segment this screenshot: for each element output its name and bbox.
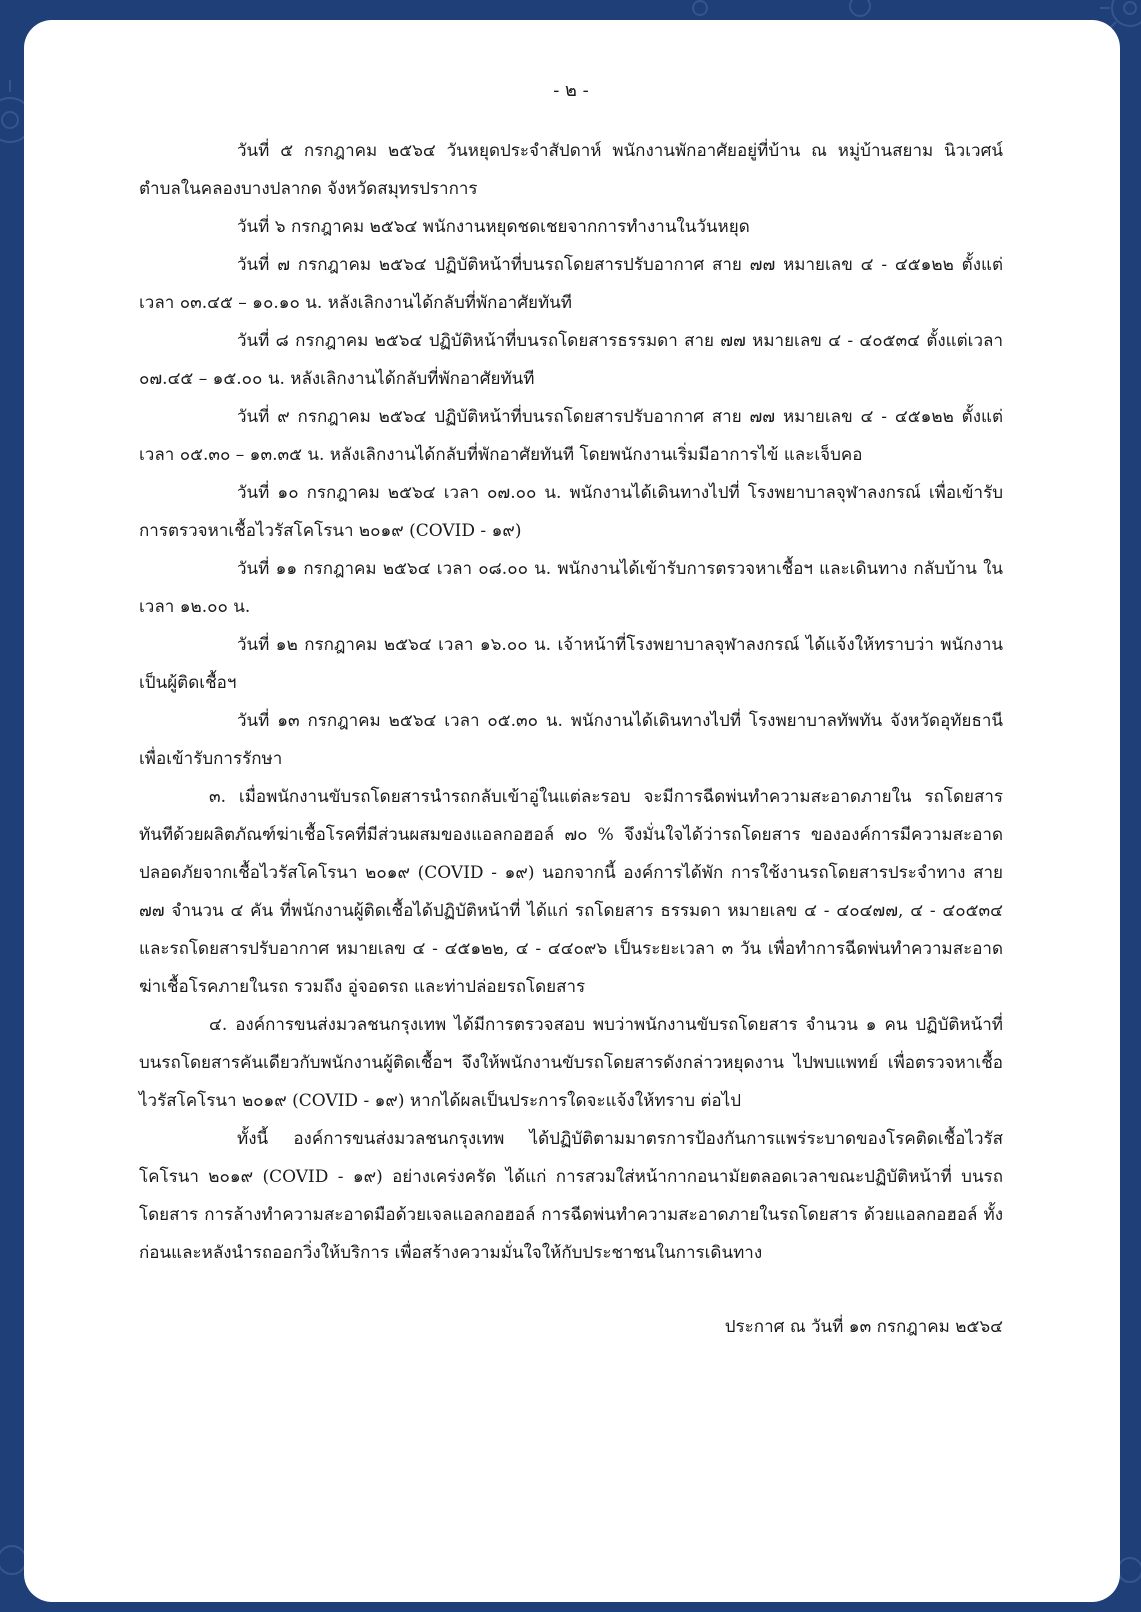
document-content (139, 78, 1003, 1346)
timeline-paragraph-jul-13: วันที่ ๑๓ กรกฎาคม ๒๕๖๔ เวลา ๐๕.๓๐ น. พนักงานได้เดินทางไปที่ โรงพยาบาลทัพทัน จังหวัดอุทัยธานี เพื่อเข้ารับการรักษา (139, 711, 1003, 769)
timeline-paragraph-jul-8: วันที่ ๘ กรกฎาคม ๒๕๖๔ ปฏิบัติหน้าที่บนรถโดยสารธรรมดา สาย ๗๗ หมายเลข ๔ - ๔๐๕๓๔ ตั้งแต่เวลา ๐๗.๔๕ – ๑๕.๐๐ น. หลังเลิกงานได้กลับที่พักอาศัยทันที (139, 331, 1003, 389)
timeline-paragraph-jul-5: วันที่ ๕ กรกฎาคม ๒๕๖๔ วันหยุดประจำสัปดาห์ พนักงานพักอาศัยอยู่ที่บ้าน ณ หมู่บ้านสยาม นิวเวศน์ ตำบลในคลองบางปลากด จังหวัดสมุทรปราการ (139, 141, 1003, 199)
section-4-paragraph: ๔. องค์การขนส่งมวลชนกรุงเทพ ได้มีการตรวจสอบ พบว่าพนักงานขับรถโดยสาร จำนวน ๑ คน ปฏิบัติหน้าที่บนรถโดยสารคันเดียวกับพนักงานผู้ติดเชื้อฯ จึงให้พนักงานขับรถโดยสารดังกล่าวหยุดงาน ไปพบแพทย์ เพื่อตรวจหาเชื้อไวรัสโคโรนา ๒๐๑๙ (COVID - ๑๙) หากได้ผลเป็นประการใดจะแจ้งให้ทราบ ต่อไป (139, 1015, 1003, 1111)
timeline-paragraph-jul-9: วันที่ ๙ กรกฎาคม ๒๕๖๔ ปฏิบัติหน้าที่บนรถโดยสารปรับอากาศ สาย ๗๗ หมายเลข ๔ - ๔๕๑๒๒ ตั้งแต่เวลา ๐๕.๓๐ – ๑๓.๓๕ น. หลังเลิกงานได้กลับที่พักอาศัยทันที โดยพนักงานเริ่มมีอาการไข้ และเจ็บคอ (139, 407, 1003, 465)
timeline-paragraph-jul-7: วันที่ ๗ กรกฎาคม ๒๕๖๔ ปฏิบัติหน้าที่บนรถโดยสารปรับอากาศ สาย ๗๗ หมายเลข ๔ - ๔๕๑๒๒ ตั้งแต่เวลา ๐๓.๔๕ – ๑๐.๑๐ น. หลังเลิกงานได้กลับที่พักอาศัยทันที (139, 255, 1003, 313)
timeline-paragraph-jul-6: วันที่ ๖ กรกฎาคม ๒๕๖๔ พนักงานหยุดชดเชยจากการทำงานในวันหยุด (237, 217, 750, 237)
timeline-paragraph-jul-12: วันที่ ๑๒ กรกฎาคม ๒๕๖๔ เวลา ๑๖.๐๐ น. เจ้าหน้าที่โรงพยาบาลจุฬาลงกรณ์ ได้แจ้งให้ทราบว่า พนักงานเป็นผู้ติดเชื้อฯ (139, 635, 1003, 693)
announcement-date: ประกาศ ณ วันที่ ๑๓ กรกฎาคม ๒๕๖๔ (724, 1317, 1003, 1337)
closing-paragraph: ทั้งนี้ องค์การขนส่งมวลชนกรุงเทพ ได้ปฏิบัติตามมาตรการป้องกันการแพร่ระบาดของโรคติดเชื้อไวรัส โคโรนา ๒๐๑๙ (COVID - ๑๙) อย่างเคร่งครัด ได้แก่ การสวมใส่หน้ากากอนามัยตลอดเวลาขณะปฏิบัติหน้าที่ บนรถโดยสาร การล้างทำความสะอาดมือด้วยเจลแอลกอฮอล์ การฉีดพ่นทำความสะอาดภายในรถโดยสาร ด้วยแอลกอฮอล์ ทั้งก่อนและหลังนำรถออกวิ่งให้บริการ เพื่อสร้างความมั่นใจให้กับประชาชนในการเดินทาง (139, 1129, 1003, 1263)
timeline-paragraph-jul-10: วันที่ ๑๐ กรกฎาคม ๒๕๖๔ เวลา ๐๗.๐๐ น. พนักงานได้เดินทางไปที่ โรงพยาบาลจุฬาลงกรณ์ เพื่อเข้ารับการตรวจหาเชื้อไวรัสโคโรนา ๒๐๑๙ (COVID - ๑๙) (139, 483, 1003, 541)
section-3-paragraph: ๓. เมื่อพนักงานขับรถโดยสารนำรถกลับเข้าอู่ในแต่ละรอบ จะมีการฉีดพ่นทำความสะอาดภายใน รถโดยสารทันทีด้วยผลิตภัณฑ์ฆ่าเชื้อโรคที่มีส่วนผสมของแอลกอฮอล์ ๗๐ % จึงมั่นใจได้ว่ารถโดยสาร ขององค์การมีความสะอาด ปลอดภัยจากเชื้อไวรัสโคโรนา ๒๐๑๙ (COVID - ๑๙) นอกจากนี้ องค์การได้พัก การใช้งานรถโดยสารประจำทาง สาย ๗๗ จำนวน ๔ คัน ที่พนักงานผู้ติดเชื้อได้ปฏิบัติหน้าที่ ได้แก่ รถโดยสาร ธรรมดา หมายเลข ๔ - ๔๐๔๗๗, ๔ - ๔๐๕๓๔ และรถโดยสารปรับอากาศ หมายเลข ๔ - ๔๕๑๒๒, ๔ - ๔๔๐๙๖ เป็นระยะเวลา ๓ วัน เพื่อทำการฉีดพ่นทำความสะอาดฆ่าเชื้อโรคภายในรถ รวมถึง อู่จอดรถ และท่าปล่อยรถโดยสาร (139, 787, 1003, 997)
document-page (24, 20, 1120, 1602)
timeline-paragraph-jul-11: วันที่ ๑๑ กรกฎาคม ๒๕๖๔ เวลา ๐๘.๐๐ น. พนักงานได้เข้ารับการตรวจหาเชื้อฯ และเดินทาง กลับบ้าน ในเวลา ๑๒.๐๐ น. (139, 559, 1003, 617)
page-number: - ๒ - (553, 80, 589, 101)
